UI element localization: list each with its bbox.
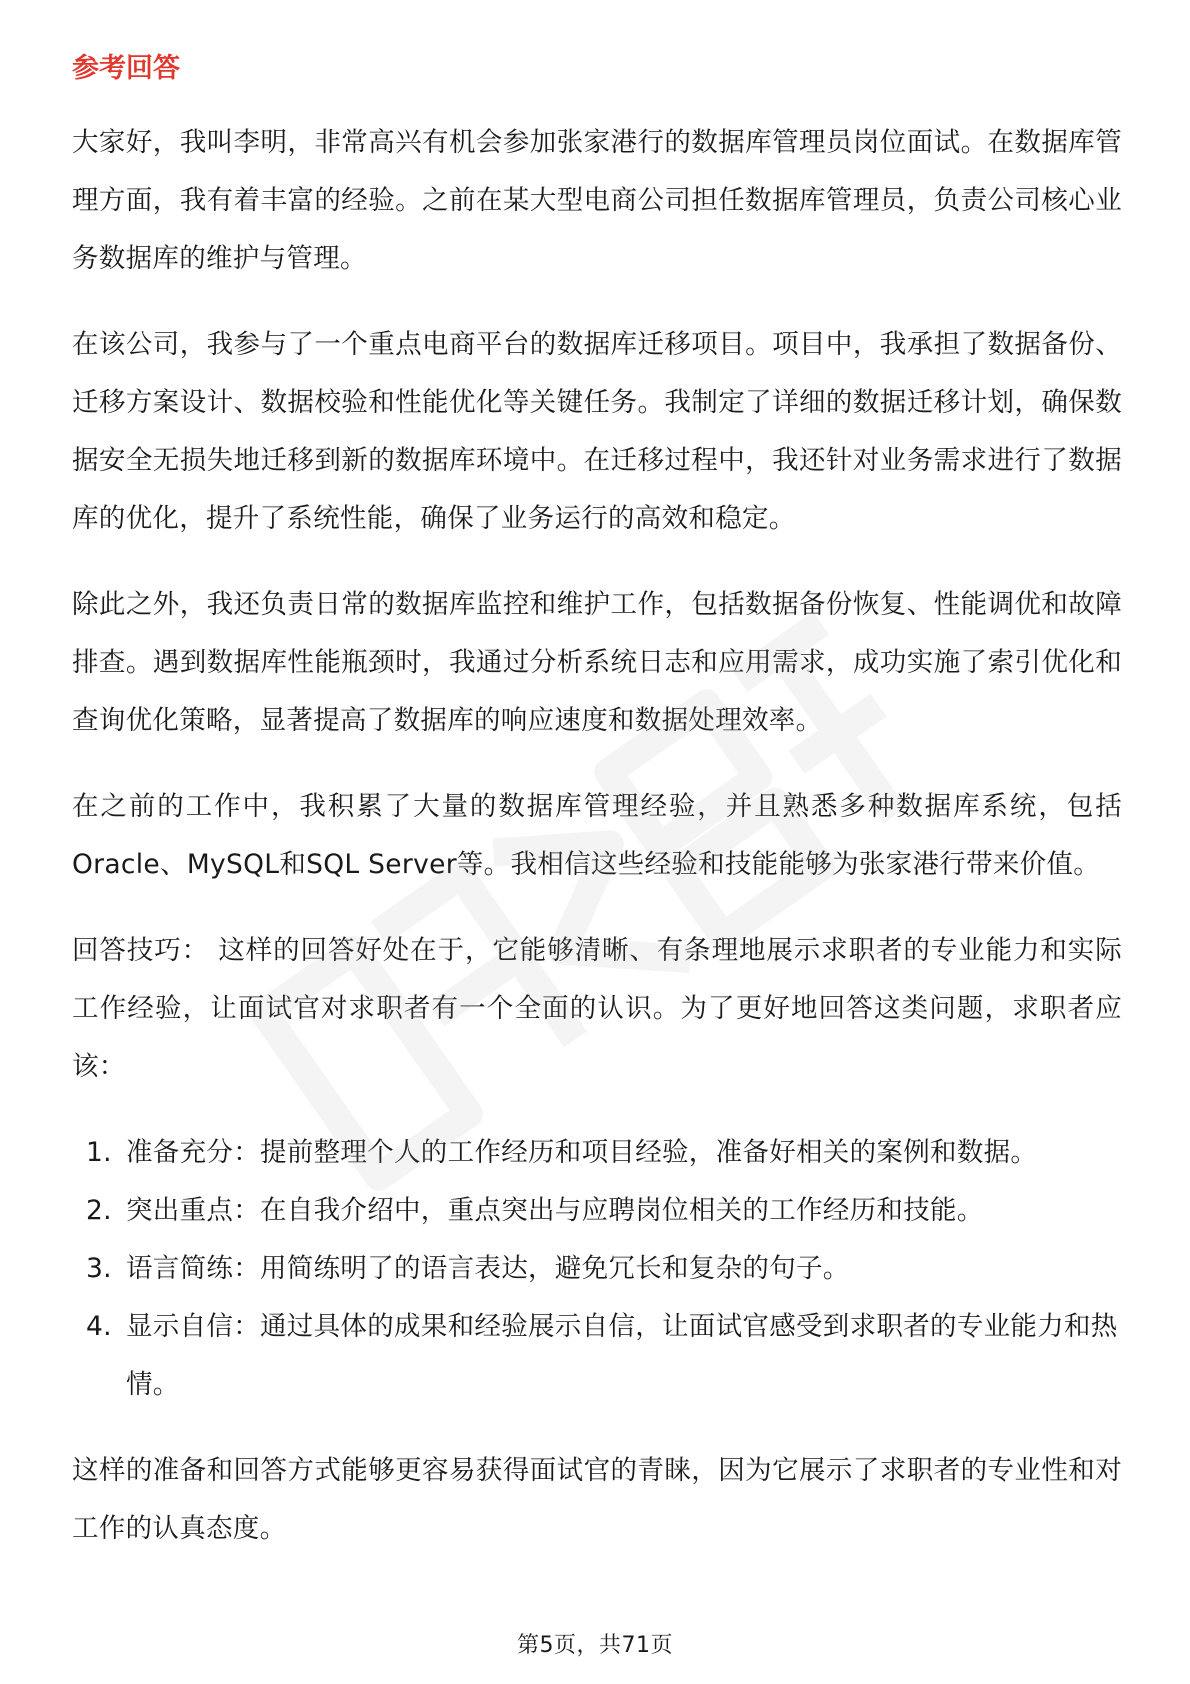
page-number-footer: 第5页，共71页 bbox=[517, 1633, 673, 1658]
list-item bbox=[72, 1182, 1122, 1240]
list-item bbox=[72, 1240, 1122, 1298]
tips-list bbox=[72, 1124, 1122, 1414]
paragraph-experience: 在之前的工作中，我积累了大量的数据库管理经验，并且熟悉多种数据库系统，包括Oracle、MySQL和SQL Server等。我相信这些经验和技能能够为张家港行带来价值。 bbox=[72, 791, 1122, 880]
list-item-number: 4. bbox=[86, 1311, 112, 1342]
paragraph-intro: 大家好，我叫李明，非常高兴有机会参加张家港行的数据库管理员岗位面试。在数据库管理方面，我有着丰富的经验。之前在某大型电商公司担任数据库管理员，负责公司核心业务数据库的维护与管理。 bbox=[72, 127, 1122, 274]
paragraph-closing: 这样的准备和回答方式能够更容易获得面试官的青睐，因为它展示了求职者的专业性和对工作的认真态度。 bbox=[72, 1455, 1122, 1544]
list-item-text: 语言简练：用简练明了的语言表达，避免冗长和复杂的句子。 bbox=[126, 1253, 850, 1284]
list-item-number: 1. bbox=[86, 1137, 112, 1168]
list-item-number: 3. bbox=[86, 1253, 112, 1284]
list-item-number: 2. bbox=[86, 1195, 112, 1226]
list-item-text: 显示自信：通过具体的成果和经验展示自信，让面试官感受到求职者的专业能力和热情。 bbox=[126, 1311, 1118, 1400]
section-heading: 参考回答 bbox=[72, 53, 180, 84]
paragraph-answer-tips: 回答技巧： 这样的回答好处在于，它能够清晰、有条理地展示求职者的专业能力和实际工作经验，让面试官对求职者有一个全面的认识。为了更好地回答这类问题，求职者应该： bbox=[72, 935, 1122, 1082]
document-page bbox=[72, 40, 1122, 1586]
list-item-text: 突出重点：在自我介绍中，重点突出与应聘岗位相关的工作经历和技能。 bbox=[126, 1195, 984, 1226]
paragraph-migration-project: 在该公司，我参与了一个重点电商平台的数据库迁移项目。项目中，我承担了数据备份、迁移方案设计、数据校验和性能优化等关键任务。我制定了详细的数据迁移计划，确保数据安全无损失地迁移到新的数据库环境中。在迁移过程中，我还针对业务需求进行了数据库的优化，提升了系统性能，确保了业务运行的高效和稳定。 bbox=[72, 329, 1122, 534]
list-item bbox=[72, 1298, 1122, 1414]
list-item bbox=[72, 1124, 1122, 1182]
list-item-text: 准备充分：提前整理个人的工作经历和项目经验，准备好相关的案例和数据。 bbox=[126, 1137, 1038, 1168]
paragraph-daily-work: 除此之外，我还负责日常的数据库监控和维护工作，包括数据备份恢复、性能调优和故障排查。遇到数据库性能瓶颈时，我通过分析系统日志和应用需求，成功实施了索引优化和查询优化策略，显著提高了数据库的响应速度和数据处理效率。 bbox=[72, 589, 1122, 736]
